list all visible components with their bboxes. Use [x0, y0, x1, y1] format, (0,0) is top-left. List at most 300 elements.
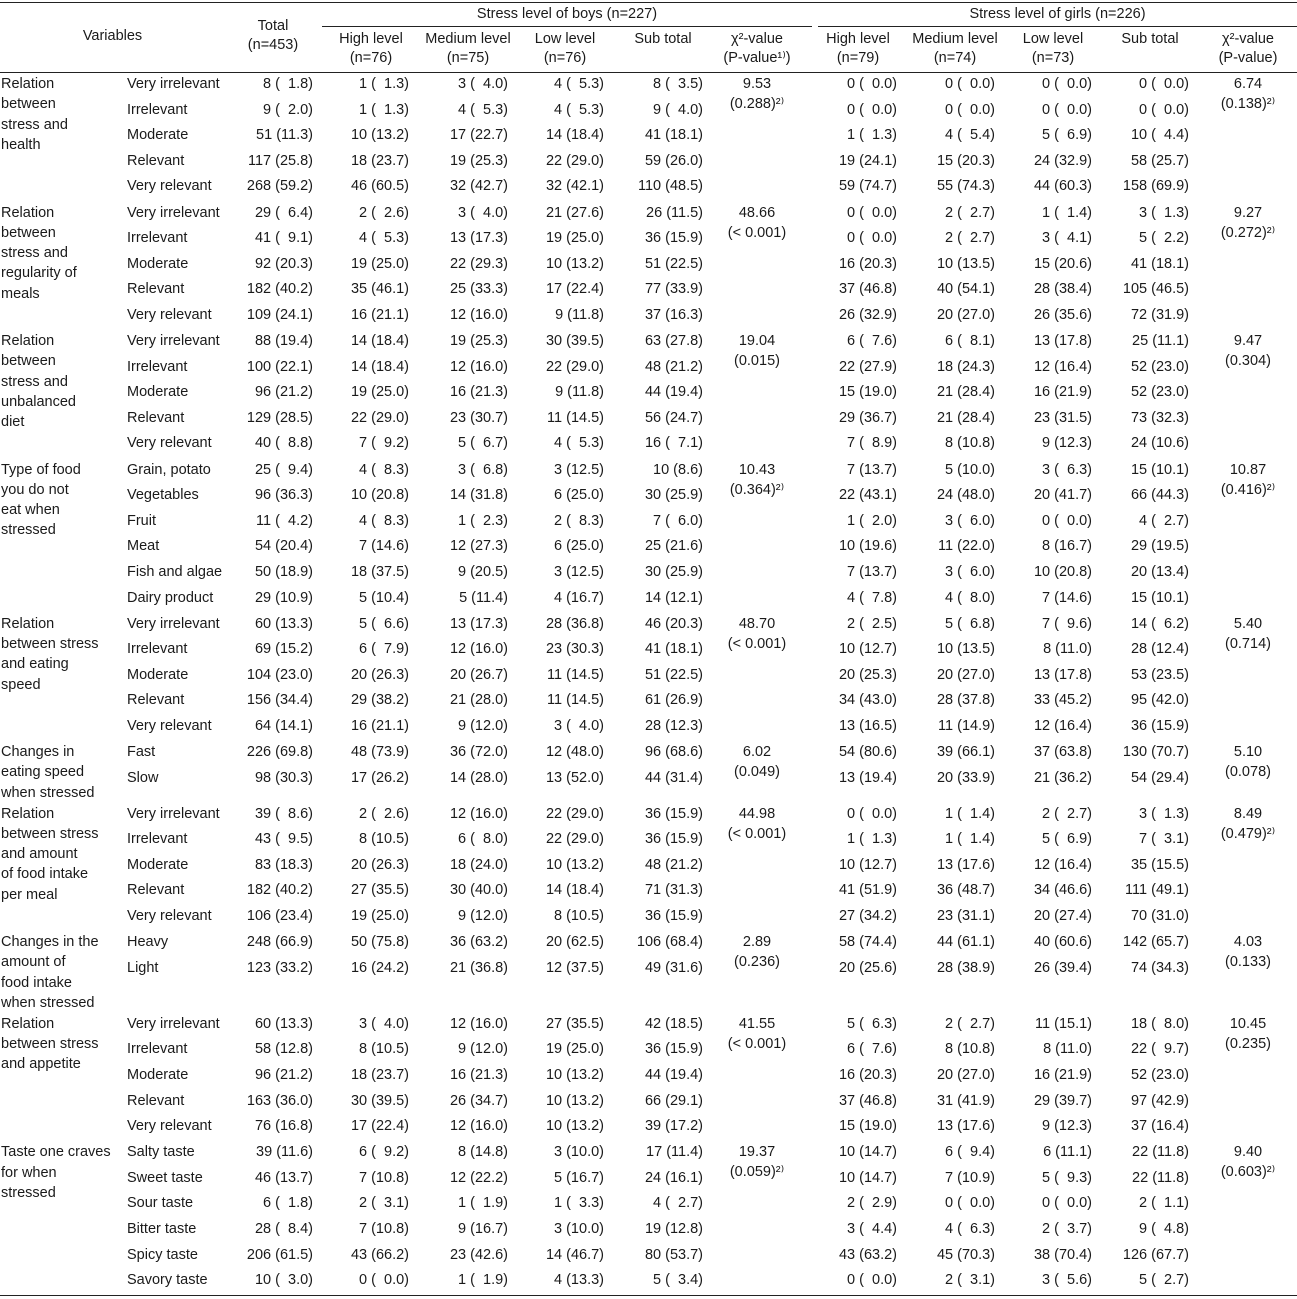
data-cell: 97 (42.9) [1130, 1092, 1189, 1109]
data-cell: 60 (13.3) [254, 1015, 313, 1032]
category-label: Salty taste [127, 1144, 195, 1161]
data-cell: 33 (45.2) [1033, 692, 1092, 709]
girls-col-header: Low level [1022, 31, 1084, 47]
data-cell: 12 (27.3) [449, 538, 508, 555]
data-cell: 111 (49.1) [1125, 882, 1189, 899]
variable-name: stress and [1, 116, 68, 133]
data-cell: 28 (38.9) [936, 959, 995, 976]
data-cell: 1 ( 1.9) [458, 1195, 508, 1212]
data-cell: 20 (27.0) [936, 1066, 995, 1083]
data-cell: 25 ( 9.4) [254, 461, 313, 478]
data-cell: 51 (22.5) [644, 666, 703, 683]
data-cell: 1 ( 1.3) [359, 76, 409, 92]
data-cell: 9 (20.5) [458, 563, 508, 580]
data-cell: 4 ( 5.3) [359, 230, 409, 247]
data-cell: 5 ( 6.3) [847, 1015, 897, 1032]
variable-name: when stressed [1, 784, 95, 801]
boys-col-header-n: (n=75) [446, 50, 490, 66]
data-cell: 16 (21.9) [1033, 1066, 1092, 1083]
data-cell: 22 (29.0) [350, 409, 409, 426]
data-cell: 36 (15.9) [1130, 718, 1189, 734]
data-cell: 109 (24.1) [246, 306, 313, 323]
data-cell: 10 (14.7) [838, 1169, 897, 1186]
data-cell: 58 (12.8) [254, 1041, 313, 1058]
data-cell: 4 ( 2.7) [1139, 512, 1189, 529]
variable-name: food intake [1, 974, 72, 991]
data-cell: 24 (10.6) [1130, 435, 1189, 452]
data-cell: 38 (70.4) [1033, 1246, 1092, 1263]
data-cell: 16 (21.1) [350, 718, 409, 734]
data-cell: 19 (12.8) [644, 1221, 703, 1237]
data-cell: 19 (25.3) [449, 333, 508, 349]
data-cell: 50 (75.8) [350, 934, 409, 950]
data-cell: 70 (31.0) [1130, 907, 1189, 924]
data-cell: 22 (11.8) [1132, 1144, 1189, 1161]
chi-boys-value: (0.288)²⁾ [729, 96, 785, 112]
data-cell: 12 (16.0) [449, 805, 508, 822]
data-cell: 9 (12.0) [458, 907, 508, 924]
chi-girls-value: 10.87 [1229, 461, 1267, 478]
data-cell: 52 (23.0) [1130, 1066, 1189, 1083]
data-cell: 2 ( 2.5) [847, 615, 897, 632]
data-cell: 13 (17.3) [449, 230, 508, 247]
variable-name: eat when [1, 502, 60, 519]
variable-name: for when [1, 1164, 57, 1181]
data-cell: 14 ( 6.2) [1130, 615, 1189, 632]
data-cell: 41 ( 9.1) [254, 230, 313, 247]
data-cell: 3 (10.0) [554, 1144, 604, 1161]
data-cell: 8 (10.5) [359, 1041, 409, 1058]
variable-name: between stress [1, 1036, 99, 1052]
data-cell: 0 ( 0.0) [847, 76, 897, 92]
data-cell: 1 ( 2.3) [458, 512, 508, 529]
data-cell: 10 (13.2) [545, 1118, 604, 1135]
chi-boys-value: (< 0.001) [727, 635, 787, 652]
girls-col-header: Sub total [1121, 31, 1179, 47]
data-cell: 20 (27.4) [1033, 907, 1092, 924]
data-cell: 158 (69.9) [1122, 178, 1189, 195]
data-cell: 8 (11.0) [1043, 641, 1092, 658]
data-cell: 18 (24.3) [936, 358, 995, 375]
data-cell: 14 (18.4) [545, 882, 604, 899]
data-cell: 44 (60.3) [1033, 178, 1092, 195]
girls-col-header-n: (P-value) [1218, 50, 1278, 66]
data-cell: 13 (17.8) [1033, 666, 1092, 683]
chi-boys-value: 19.37 [738, 1144, 776, 1161]
data-cell: 11 ( 4.2) [256, 512, 313, 529]
chi-girls-value: (0.603)²⁾ [1220, 1164, 1276, 1181]
data-cell: 16 (20.3) [838, 255, 897, 272]
data-cell: 4 (16.7) [554, 589, 604, 606]
data-cell: 17 (11.4) [646, 1144, 703, 1161]
data-cell: 8 (11.0) [1043, 1041, 1092, 1058]
data-cell: 5 (10.0) [945, 461, 995, 478]
data-cell: 25 (33.3) [449, 281, 508, 298]
variable-name: stress and [1, 245, 68, 262]
data-cell: 105 (46.5) [1122, 281, 1189, 298]
data-cell: 29 ( 6.4) [254, 204, 313, 221]
data-cell: 48 (73.9) [350, 744, 409, 761]
data-cell: 8 (10.5) [359, 831, 409, 848]
data-cell: 3 ( 1.3) [1139, 204, 1189, 221]
chi-boys-value: (0.236) [734, 954, 780, 970]
data-cell: 4 ( 8.3) [359, 512, 409, 529]
data-cell: 96 (36.3) [254, 487, 313, 504]
data-cell: 18 (37.5) [350, 563, 409, 580]
data-cell: 48 (21.2) [644, 856, 703, 873]
variable-name: between [1, 224, 56, 241]
data-cell: 23 (42.6) [449, 1246, 508, 1263]
category-label: Relevant [127, 281, 185, 298]
data-cell: 46 (20.3) [644, 615, 703, 632]
data-cell: 54 (29.4) [1130, 769, 1189, 786]
data-cell: 7 ( 6.0) [653, 512, 703, 529]
header-total: Total [257, 18, 289, 34]
variable-name: between [1, 353, 56, 370]
data-cell: 0 ( 0.0) [945, 101, 995, 118]
data-cell: 7 (13.7) [847, 563, 897, 580]
chi-girls-value: (0.133) [1225, 954, 1271, 970]
category-label: Grain, potato [127, 461, 211, 478]
data-cell: 3 ( 4.0) [554, 718, 604, 734]
variable-name: regularity of [1, 265, 77, 282]
data-cell: 6 ( 7.6) [847, 1041, 897, 1058]
data-cell: 15 (19.0) [838, 384, 897, 401]
data-cell: 22 (29.0) [545, 831, 604, 848]
data-cell: 7 (10.8) [359, 1221, 409, 1237]
chi-boys-value: 48.70 [738, 615, 776, 632]
data-cell: 8 (14.8) [458, 1144, 508, 1161]
data-cell: 16 (24.2) [350, 959, 409, 976]
category-label: Irrelevant [127, 641, 188, 658]
data-cell: 20 (33.9) [936, 769, 995, 786]
data-cell: 7 ( 9.2) [359, 435, 409, 452]
data-cell: 10 (13.2) [350, 127, 409, 144]
data-cell: 9 (12.0) [458, 1041, 508, 1058]
variable-name: meals [1, 285, 40, 302]
bottom-rule [0, 1295, 1297, 1296]
category-label: Relevant [127, 882, 185, 899]
data-cell: 9 ( 4.0) [653, 101, 703, 118]
data-cell: 39 (66.1) [936, 744, 995, 761]
category-label: Slow [127, 769, 159, 786]
data-cell: 43 (63.2) [838, 1246, 897, 1263]
data-cell: 6 ( 7.9) [359, 641, 409, 658]
boys-col-header: Low level [534, 31, 596, 47]
data-cell: 28 (37.8) [936, 692, 995, 709]
data-cell: 28 (36.8) [545, 615, 604, 632]
data-cell: 10 (13.2) [545, 1066, 604, 1083]
data-cell: 12 (16.0) [449, 306, 508, 323]
data-cell: 21 (28.4) [936, 409, 995, 426]
category-label: Dairy product [127, 589, 214, 606]
data-cell: 60 (13.3) [254, 615, 313, 632]
category-label: Very irrelevant [127, 805, 220, 822]
category-label: Savory taste [127, 1272, 208, 1289]
data-cell: 248 (66.9) [246, 934, 313, 950]
data-cell: 64 (14.1) [254, 718, 313, 734]
data-cell: 42 (18.5) [644, 1015, 703, 1032]
chi-girls-value: 9.27 [1233, 204, 1263, 221]
boys-col-header: Medium level [425, 31, 511, 47]
variable-name: speed [1, 676, 41, 693]
data-cell: 66 (29.1) [644, 1092, 703, 1109]
data-cell: 40 ( 8.8) [254, 435, 313, 452]
data-cell: 11 (22.0) [938, 538, 995, 555]
data-cell: 3 ( 6.0) [945, 512, 995, 529]
data-cell: 76 (16.8) [254, 1118, 313, 1135]
data-cell: 25 (11.1) [1132, 333, 1189, 349]
data-cell: 23 (30.7) [449, 409, 508, 426]
data-cell: 69 (15.2) [254, 641, 313, 658]
data-cell: 10 (8.6) [653, 461, 703, 478]
data-cell: 9 ( 2.0) [263, 101, 313, 118]
data-cell: 23 (31.1) [936, 907, 995, 924]
data-cell: 96 (68.6) [644, 744, 703, 761]
category-label: Very irrelevant [127, 204, 220, 221]
data-cell: 1 ( 1.3) [847, 127, 897, 144]
data-cell: 206 (61.5) [246, 1246, 313, 1263]
data-cell: 3 ( 4.0) [458, 204, 508, 221]
data-cell: 7 (10.8) [359, 1169, 409, 1186]
data-cell: 17 (22.4) [545, 281, 604, 298]
data-cell: 5 ( 6.8) [945, 615, 995, 632]
data-cell: 9 (16.7) [458, 1221, 508, 1237]
data-cell: 22 (29.3) [449, 255, 508, 272]
category-label: Irrelevant [127, 101, 188, 118]
data-cell: 37 (46.8) [838, 281, 897, 298]
category-label: Irrelevant [127, 1041, 188, 1058]
data-cell: 34 (43.0) [838, 692, 897, 709]
category-label: Relevant [127, 409, 185, 426]
data-cell: 5 ( 6.9) [1042, 831, 1092, 848]
chi-boys-value: (< 0.001) [727, 825, 787, 842]
data-cell: 10 (13.2) [545, 255, 604, 272]
category-label: Spicy taste [127, 1246, 198, 1263]
data-cell: 37 (16.4) [1130, 1118, 1189, 1135]
category-label: Vegetables [127, 487, 199, 504]
data-cell: 106 (68.4) [636, 934, 703, 950]
data-cell: 20 (26.7) [449, 666, 508, 683]
data-cell: 19 (25.0) [545, 1041, 604, 1058]
data-cell: 12 (16.4) [1033, 358, 1092, 375]
data-cell: 6 ( 8.0) [458, 831, 508, 848]
variable-name: Relation [1, 1015, 55, 1032]
data-cell: 44 (19.4) [644, 384, 703, 401]
data-cell: 30 (25.9) [644, 487, 703, 504]
chi-girls-value: 10.45 [1229, 1015, 1267, 1032]
data-cell: 12 (37.5) [545, 959, 604, 976]
data-cell: 1 ( 2.0) [847, 512, 897, 529]
data-cell: 11 (14.5) [547, 692, 604, 709]
data-cell: 34 (46.6) [1033, 882, 1092, 899]
data-cell: 30 (39.5) [350, 1092, 409, 1109]
header-boys-group: Stress level of boys (n=227) [476, 6, 658, 22]
data-cell: 2 ( 2.7) [945, 204, 995, 221]
variable-name: Relation [1, 615, 55, 632]
data-cell: 6 ( 9.4) [945, 1144, 995, 1161]
chi-girls-value: 9.47 [1233, 333, 1263, 349]
data-cell: 45 (70.3) [936, 1246, 995, 1263]
data-cell: 39 ( 8.6) [254, 805, 313, 822]
data-cell: 15 (20.3) [936, 152, 995, 169]
data-cell: 182 (40.2) [246, 882, 313, 899]
category-label: Light [127, 959, 159, 976]
data-cell: 7 ( 8.9) [847, 435, 897, 452]
data-cell: 5 (16.7) [554, 1169, 604, 1186]
data-cell: 19 (25.0) [545, 230, 604, 247]
data-cell: 1 ( 1.3) [847, 831, 897, 848]
chi-girls-value: (0.416)²⁾ [1220, 481, 1276, 498]
variable-name: between [1, 96, 56, 113]
data-cell: 20 (13.4) [1130, 563, 1189, 580]
girls-col-header: Medium level [912, 31, 998, 47]
data-cell: 2 ( 2.7) [945, 1015, 995, 1032]
data-cell: 92 (20.3) [254, 255, 313, 272]
chi-boys-value: (< 0.001) [727, 1035, 787, 1052]
data-cell: 20 (62.5) [545, 934, 604, 950]
data-cell: 19 (25.0) [350, 384, 409, 401]
variable-name: and amount [1, 846, 78, 863]
data-cell: 106 (23.4) [246, 907, 313, 924]
data-cell: 3 ( 1.3) [1139, 805, 1189, 822]
data-cell: 39 (17.2) [644, 1118, 703, 1135]
data-cell: 41 (18.1) [644, 127, 703, 144]
variable-name: amount of [1, 954, 66, 971]
data-cell: 27 (34.2) [838, 907, 897, 924]
data-cell: 96 (21.2) [254, 1066, 313, 1083]
variable-name: and appetite [1, 1056, 81, 1073]
category-label: Moderate [127, 666, 189, 683]
data-cell: 24 (48.0) [936, 487, 995, 504]
data-cell: 5 ( 6.7) [458, 435, 508, 452]
chi-girls-value: (0.479)²⁾ [1220, 825, 1276, 842]
data-cell: 9 (12.0) [458, 718, 508, 734]
category-label: Moderate [127, 1066, 189, 1083]
data-cell: 29 (19.5) [1130, 538, 1189, 555]
data-cell: 26 (11.5) [646, 204, 703, 221]
data-cell: 32 (42.7) [449, 178, 508, 195]
data-cell: 3 (10.0) [554, 1221, 604, 1237]
data-cell: 1 ( 1.3) [359, 101, 409, 118]
data-cell: 5 ( 9.3) [1042, 1169, 1092, 1186]
data-cell: 29 (38.2) [350, 692, 409, 709]
variable-name: Relation [1, 333, 55, 349]
chi-boys-value: (0.059)²⁾ [729, 1164, 785, 1181]
data-cell: 5 ( 2.7) [1139, 1272, 1189, 1289]
data-cell: 15 (20.6) [1033, 255, 1092, 272]
data-cell: 26 (32.9) [838, 306, 897, 323]
data-cell: 46 (60.5) [350, 178, 409, 195]
data-cell: 22 ( 9.7) [1130, 1041, 1189, 1058]
data-cell: 182 (40.2) [246, 281, 313, 298]
data-cell: 6 ( 1.8) [263, 1195, 313, 1212]
variable-name: health [1, 136, 41, 153]
data-cell: 0 ( 0.0) [945, 1195, 995, 1212]
data-cell: 26 (34.7) [449, 1092, 508, 1109]
data-cell: 0 ( 0.0) [359, 1272, 409, 1289]
data-cell: 11 (14.5) [547, 409, 604, 426]
variable-name: between stress [1, 825, 99, 842]
category-label: Very relevant [127, 306, 212, 323]
chi-girls-value: 6.74 [1233, 76, 1263, 92]
group-header-rule-boys [322, 26, 812, 27]
girls-col-header-n: (n=79) [836, 50, 880, 66]
data-cell: 130 (70.7) [1122, 744, 1189, 761]
data-cell: 72 (31.9) [1130, 306, 1189, 323]
category-label: Irrelevant [127, 358, 188, 375]
data-cell: 53 (23.5) [1130, 666, 1189, 683]
data-cell: 16 (21.9) [1033, 384, 1092, 401]
data-cell: 15 (10.1) [1130, 589, 1189, 606]
chi-girls-value: 4.03 [1233, 934, 1263, 950]
data-cell: 142 (65.7) [1122, 934, 1189, 950]
data-cell: 4 ( 6.3) [945, 1221, 995, 1237]
data-cell: 17 (26.2) [350, 769, 409, 786]
data-cell: 13 (17.3) [449, 615, 508, 632]
category-label: Very relevant [127, 907, 212, 924]
data-cell: 0 ( 0.0) [1139, 101, 1189, 118]
variable-name: between stress [1, 635, 99, 652]
data-cell: 23 (31.5) [1033, 409, 1092, 426]
data-cell: 31 (41.9) [936, 1092, 995, 1109]
variable-name: stress and [1, 373, 68, 390]
chi-girls-value: (0.304) [1225, 353, 1271, 369]
chi-boys-value: (0.049) [734, 764, 780, 781]
data-cell: 8 (10.8) [945, 435, 995, 452]
data-cell: 11 (14.5) [547, 666, 604, 683]
data-cell: 44 (31.4) [644, 769, 703, 786]
data-cell: 20 (41.7) [1033, 487, 1092, 504]
data-cell: 0 ( 0.0) [847, 230, 897, 247]
category-label: Fish and algae [127, 563, 223, 580]
data-cell: 1 ( 1.4) [945, 831, 995, 848]
data-cell: 3 (12.5) [554, 461, 604, 478]
data-cell: 4 ( 2.7) [653, 1195, 703, 1212]
data-cell: 43 (66.2) [350, 1246, 409, 1263]
data-cell: 2 ( 3.1) [945, 1272, 995, 1289]
data-cell: 95 (42.0) [1130, 692, 1189, 709]
data-cell: 98 (30.3) [254, 769, 313, 786]
data-cell: 10 ( 3.0) [254, 1272, 313, 1289]
data-cell: 55 (74.3) [936, 178, 995, 195]
data-cell: 9 (12.3) [1042, 435, 1092, 452]
category-label: Very irrelevant [127, 333, 220, 349]
data-cell: 8 ( 1.8) [263, 76, 313, 92]
data-cell: 3 ( 4.0) [359, 1015, 409, 1032]
data-cell: 3 ( 6.3) [1042, 461, 1092, 478]
data-cell: 4 ( 5.3) [554, 101, 604, 118]
data-cell: 96 (21.2) [254, 384, 313, 401]
chi-boys-value: 9.53 [742, 76, 772, 92]
data-cell: 15 (10.1) [1130, 461, 1189, 478]
data-cell: 268 (59.2) [246, 178, 313, 195]
data-cell: 48 (21.2) [644, 358, 703, 375]
variable-name: Changes in [1, 744, 75, 761]
data-cell: 10 (13.2) [545, 1092, 604, 1109]
data-cell: 66 (44.3) [1130, 487, 1189, 504]
data-cell: 13 (52.0) [545, 769, 604, 786]
chi-boys-value: (0.015) [734, 353, 780, 369]
data-cell: 24 (32.9) [1033, 152, 1092, 169]
data-cell: 19 (25.0) [350, 907, 409, 924]
data-cell: 100 (22.1) [246, 358, 313, 375]
data-cell: 28 (12.3) [644, 718, 703, 734]
data-cell: 43 ( 9.5) [254, 831, 313, 848]
data-cell: 16 (20.3) [838, 1066, 897, 1083]
chi-boys-value: (< 0.001) [727, 224, 787, 241]
data-cell: 8 (10.5) [554, 907, 604, 924]
